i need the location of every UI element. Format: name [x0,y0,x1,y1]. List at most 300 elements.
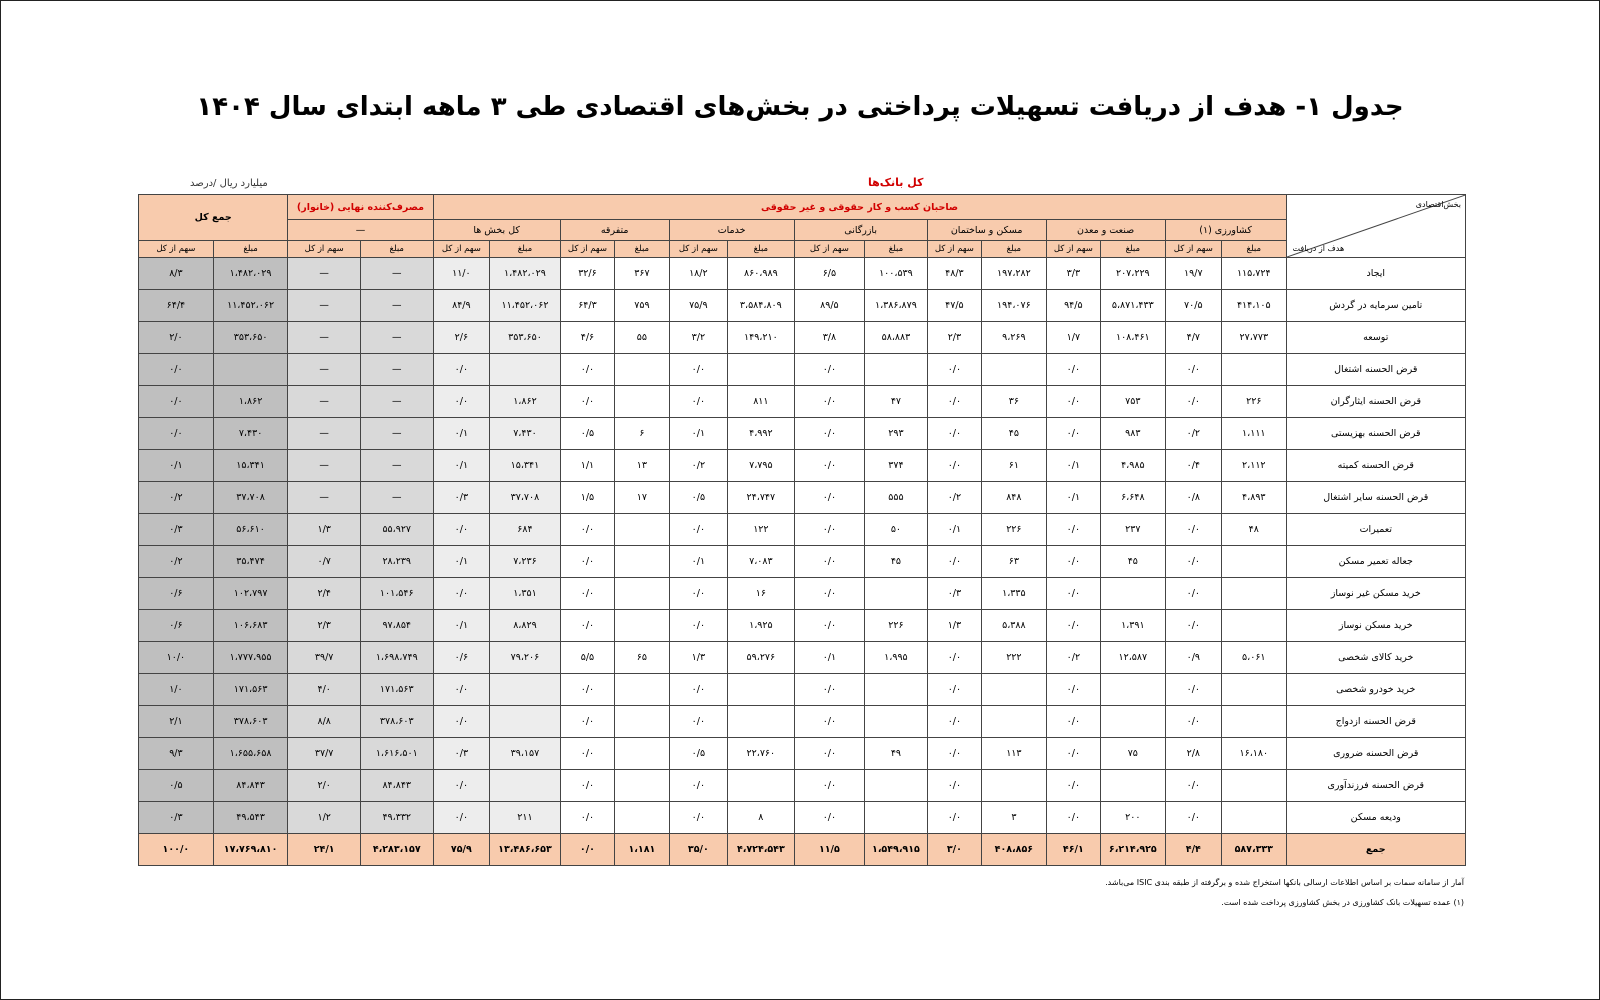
share-cell: — [288,482,361,514]
amount-cell: ۲۸،۲۳۹ [360,546,433,578]
amount-cell [1222,674,1287,706]
table-row [139,290,1466,322]
amount-cell: ۷۵ [1101,738,1166,770]
amount-cell: ۴۹ [865,738,928,770]
share-cell: ۰/۰ [794,738,865,770]
share-cell: ۰/۰ [1046,738,1100,770]
amount-cell: ۱۷۱،۵۶۳ [360,674,433,706]
share-cell: ۳۹/۷ [288,642,361,674]
share-cell: ۰/۰ [560,770,614,802]
share-cell: ۰/۵ [560,418,614,450]
share-cell: ۰/۰ [560,706,614,738]
share-cell: ۰/۰ [1046,610,1100,642]
amount-cell: — [360,258,433,290]
row-label: ایجاد [1286,258,1465,290]
share-cell: ۰/۰ [794,802,865,834]
amount-cell [490,674,561,706]
share-cell: ۰/۳ [433,738,490,770]
share-cell: ۰/۳ [139,514,214,546]
amount-cell [490,354,561,386]
amount-cell: ۳،۵۸۴،۸۰۹ [728,290,795,322]
amount-cell: ۳ [982,802,1047,834]
amount-cell [982,706,1047,738]
amount-cell: ۱،۹۹۵ [865,642,928,674]
header-sector: صنعت و معدن [1046,220,1165,241]
table-row [139,738,1466,770]
share-cell: ۰/۱ [433,418,490,450]
amount-cell: ۳۷۴ [865,450,928,482]
row-label: خرید خودرو شخصی [1286,674,1465,706]
share-cell: ۲/۳ [927,322,981,354]
amount-cell: — [360,482,433,514]
share-cell: ۰/۰ [433,706,490,738]
amount-cell: ۴،۹۹۲ [728,418,795,450]
share-cell: ۰/۰ [1046,546,1100,578]
amount-cell: ۴۰۸،۸۵۶ [982,834,1047,866]
amount-cell: ۱،۶۵۵،۶۵۸ [213,738,288,770]
amount-cell: ۳۵۳،۶۵۰ [213,322,288,354]
amount-cell: ۸۴،۸۴۳ [213,770,288,802]
amount-cell: ۱۳ [615,450,669,482]
amount-cell: ۳۹،۱۵۷ [490,738,561,770]
share-cell: ۰/۰ [560,674,614,706]
share-cell: ۰/۰ [560,738,614,770]
share-cell: ۰/۰ [669,802,727,834]
share-cell: ۰/۰ [1046,578,1100,610]
amount-cell: ۲۲،۷۶۰ [728,738,795,770]
share-cell: ۰/۰ [1165,674,1221,706]
amount-cell: ۱۲،۵۸۷ [1101,642,1166,674]
share-cell: ۰/۰ [794,514,865,546]
share-cell: ۱۸/۲ [669,258,727,290]
header-share: سهم از کل [794,241,865,258]
share-cell: ۱/۷ [1046,322,1100,354]
share-cell: — [288,322,361,354]
share-cell: ۰/۰ [560,578,614,610]
amount-cell [728,354,795,386]
amount-cell: ۱،۴۸۲،۰۲۹ [213,258,288,290]
share-cell: ۰/۶ [139,610,214,642]
share-cell: ۰/۰ [560,386,614,418]
amount-cell: — [360,450,433,482]
share-cell: ۰/۱ [1046,450,1100,482]
share-cell: ۱۹/۷ [1165,258,1221,290]
amount-cell: ۴۷ [865,386,928,418]
share-cell: ۰/۱ [433,450,490,482]
share-cell: ۱/۰ [139,674,214,706]
share-cell: ۰/۰ [139,354,214,386]
share-cell: ۰/۰ [669,354,727,386]
amount-cell: ۷،۰۸۳ [728,546,795,578]
header-grand-total: جمع کل [139,195,288,241]
row-label: توسعه [1286,322,1465,354]
share-cell: ۰/۰ [927,354,981,386]
share-cell: ۸/۳ [139,258,214,290]
share-cell: — [288,290,361,322]
amount-cell: ۱،۷۷۷،۹۵۵ [213,642,288,674]
amount-cell: ۱۰۲،۷۹۷ [213,578,288,610]
amount-cell: ۱،۳۵۱ [490,578,561,610]
share-cell: ۴۸/۳ [927,258,981,290]
amount-cell: ۴۸ [1222,514,1287,546]
share-cell: ۳/۰ [927,834,981,866]
share-cell: ۰/۸ [1165,482,1221,514]
amount-cell [865,706,928,738]
amount-cell: ۲۰۷،۲۲۹ [1101,258,1166,290]
amount-cell: ۴۱۴،۱۰۵ [1222,290,1287,322]
amount-cell: ۵۶،۶۱۰ [213,514,288,546]
share-cell: ۲۴/۱ [288,834,361,866]
share-cell: ۰/۰ [927,738,981,770]
amount-cell: ۹۸۳ [1101,418,1166,450]
share-cell: ۰/۰ [669,610,727,642]
share-cell: ۷۵/۹ [669,290,727,322]
share-cell: ۰/۰ [1165,514,1221,546]
share-cell: ۲/۰ [139,322,214,354]
unit-label: میلیارد ریال /درصد [190,178,268,189]
amount-cell: ۷۵۹ [615,290,669,322]
share-cell: ۲/۳ [288,610,361,642]
amount-cell: ۱۱۵،۷۲۴ [1222,258,1287,290]
header-share: سهم از کل [927,241,981,258]
table-row [139,258,1466,290]
amount-cell [865,578,928,610]
share-cell: ۰/۳ [927,578,981,610]
amount-cell: ۴۵ [982,418,1047,450]
header-sector: خدمات [669,220,794,241]
table-row [139,514,1466,546]
table-row [139,802,1466,834]
amount-cell [865,802,928,834]
share-cell: ۰/۱ [1046,482,1100,514]
amount-cell [865,354,928,386]
amount-cell [1101,770,1166,802]
share-cell: ۰/۷ [288,546,361,578]
amount-cell: ۱،۱۸۱ [615,834,669,866]
amount-cell: ۴،۹۸۵ [1101,450,1166,482]
amount-cell: ۳۷۸،۶۰۳ [360,706,433,738]
amount-cell: ۴۵ [1101,546,1166,578]
share-cell: ۹۴/۵ [1046,290,1100,322]
amount-cell: ۲۳۷ [1101,514,1166,546]
amount-cell: ۱،۸۶۲ [490,386,561,418]
share-cell: ۰/۰ [1165,706,1221,738]
amount-cell: ۱۰۰،۵۳۹ [865,258,928,290]
share-cell: ۱۰/۰ [139,642,214,674]
amount-cell: ۷،۴۳۰ [490,418,561,450]
share-cell: ۰/۰ [1046,514,1100,546]
header-amount: مبلغ [615,241,669,258]
share-cell: ۳۷/۷ [288,738,361,770]
amount-cell [615,738,669,770]
amount-cell: ۶،۲۱۴،۹۲۵ [1101,834,1166,866]
share-cell: ۰/۰ [1165,770,1221,802]
amount-cell [615,674,669,706]
share-cell: ۳/۳ [1046,258,1100,290]
amount-cell: ۷،۲۳۶ [490,546,561,578]
share-cell: ۱/۳ [927,610,981,642]
share-cell: ۰/۱ [433,546,490,578]
amount-cell: ۴۵ [865,546,928,578]
share-cell: ۱/۵ [560,482,614,514]
header-amount: مبلغ [1222,241,1287,258]
amount-cell: ۱،۹۲۵ [728,610,795,642]
amount-cell: ۱۴۹،۲۱۰ [728,322,795,354]
share-cell: ۰/۰ [794,546,865,578]
share-cell: ۰/۱ [794,642,865,674]
amount-cell: ۱۰۱،۵۴۶ [360,578,433,610]
share-cell: ۷۰/۵ [1165,290,1221,322]
row-label: قرض الحسنه بهزیستی [1286,418,1465,450]
amount-cell: ۵۹،۲۷۶ [728,642,795,674]
header-sector: کل بخش ها [433,220,560,241]
amount-cell [728,674,795,706]
amount-cell [982,770,1047,802]
amount-cell [490,770,561,802]
share-cell: ۰/۰ [433,770,490,802]
amount-cell: — [360,418,433,450]
share-cell: ۴۶/۱ [1046,834,1100,866]
table-row [139,322,1466,354]
share-cell: ۰/۳ [433,482,490,514]
table-row [139,546,1466,578]
amount-cell [615,514,669,546]
amount-cell [1222,354,1287,386]
amount-cell: ۵۰ [865,514,928,546]
header-share: سهم از کل [560,241,614,258]
share-cell: ۰/۰ [1046,418,1100,450]
amount-cell: ۱۷۱،۵۶۳ [213,674,288,706]
row-label: قرض الحسنه کمیته [1286,450,1465,482]
share-cell: ۰/۶ [139,578,214,610]
share-cell: ۸/۸ [288,706,361,738]
table-row [139,450,1466,482]
share-cell: ۰/۰ [794,354,865,386]
amount-cell: ۶۵ [615,642,669,674]
subheader-row [139,241,1466,258]
share-cell: ۰/۰ [1046,770,1100,802]
share-cell: ۰/۰ [1046,706,1100,738]
table-row [139,386,1466,418]
amount-cell [615,386,669,418]
amount-cell: ۳۵،۴۷۴ [213,546,288,578]
share-cell: ۲/۱ [139,706,214,738]
share-cell: ۰/۴ [1165,450,1221,482]
header-share: سهم از کل [669,241,727,258]
facilities-table [138,194,1466,866]
share-cell: ۰/۰ [433,578,490,610]
amount-cell: ۲۲۶ [1222,386,1287,418]
amount-cell: ۱،۶۹۸،۷۴۹ [360,642,433,674]
share-cell: ۰/۰ [1046,674,1100,706]
share-cell: ۴۷/۵ [927,290,981,322]
amount-cell [615,802,669,834]
header-share: سهم از کل [139,241,214,258]
total-row [139,834,1466,866]
share-cell: — [288,386,361,418]
amount-cell: ۱۹۴،۰۷۶ [982,290,1047,322]
share-cell: ۴/۰ [288,674,361,706]
share-cell: — [288,450,361,482]
amount-cell [1222,610,1287,642]
share-cell: ۰/۰ [794,450,865,482]
share-cell: ۰/۰ [139,418,214,450]
share-cell: ۰/۰ [794,578,865,610]
share-cell: ۰/۰ [1165,386,1221,418]
header-sector: بازرگانی [794,220,927,241]
amount-cell: — [360,354,433,386]
amount-cell: ۱۰۶،۶۸۳ [213,610,288,642]
amount-cell [865,770,928,802]
row-label: تامین سرمایه در گردش [1286,290,1465,322]
amount-cell: ۵۵ [615,322,669,354]
share-cell: ۰/۱ [927,514,981,546]
amount-cell: ۹،۲۶۹ [982,322,1047,354]
amount-cell [1101,674,1166,706]
amount-cell: ۴،۷۲۴،۵۴۳ [728,834,795,866]
amount-cell: ۶۸۴ [490,514,561,546]
amount-cell [865,674,928,706]
header-share: سهم از کل [1046,241,1100,258]
share-cell: ۰/۰ [560,610,614,642]
share-cell: ۰/۰ [927,674,981,706]
footnote-agriculture: (۱) عمده تسهیلات بانک کشاورزی در بخش کشاورزی پرداخت شده است. [1221,898,1464,907]
amount-cell [728,770,795,802]
amount-cell: ۲۹۳ [865,418,928,450]
share-cell: ۰/۰ [927,802,981,834]
share-cell: ۰/۰ [794,706,865,738]
share-cell: ۰/۰ [560,514,614,546]
share-cell: ۶۴/۳ [560,290,614,322]
share-cell: ۰/۰ [669,514,727,546]
share-cell: ۰/۰ [433,802,490,834]
share-cell: ۰/۰ [1165,610,1221,642]
amount-cell [615,770,669,802]
amount-cell [1101,354,1166,386]
share-cell: ۰/۱ [139,450,214,482]
share-cell: ۰/۰ [794,482,865,514]
share-cell: ۳۵/۰ [669,834,727,866]
amount-cell: ۱۶ [728,578,795,610]
amount-cell: ۹۷،۸۵۴ [360,610,433,642]
share-cell: ۲/۶ [433,322,490,354]
amount-cell: ۱۵،۳۴۱ [490,450,561,482]
share-cell: ۵/۵ [560,642,614,674]
amount-cell: ۴،۸۹۳ [1222,482,1287,514]
row-label: قرض الحسنه فرزندآوری [1286,770,1465,802]
header-amount: مبلغ [982,241,1047,258]
amount-cell: ۸۴،۸۴۳ [360,770,433,802]
header-share: سهم از کل [288,241,361,258]
amount-cell [213,354,288,386]
share-cell: ۰/۰ [669,706,727,738]
amount-cell: ۱،۳۳۵ [982,578,1047,610]
share-cell: ۱۱/۵ [794,834,865,866]
share-cell: ۰/۰ [794,610,865,642]
amount-cell: ۸۱۱ [728,386,795,418]
amount-cell: ۲۴،۷۴۷ [728,482,795,514]
share-cell: ۹/۳ [139,738,214,770]
share-cell: ۰/۵ [669,738,727,770]
amount-cell [1101,578,1166,610]
amount-cell: ۵،۸۷۱،۴۳۳ [1101,290,1166,322]
header-consumer-group: مصرف‌کننده نهایی (خانوار) [288,195,433,220]
amount-cell: ۶۳ [982,546,1047,578]
share-cell: ۰/۲ [139,546,214,578]
header-sector: کشاورزی (۱) [1165,220,1286,241]
share-cell: ۲/۴ [288,578,361,610]
share-cell: ۷۵/۹ [433,834,490,866]
share-cell: ۰/۲ [139,482,214,514]
amount-cell: ۱،۳۸۶،۸۷۹ [865,290,928,322]
share-cell: ۸۹/۵ [794,290,865,322]
amount-cell [982,674,1047,706]
share-cell: ۶۴/۴ [139,290,214,322]
share-cell: ۰/۰ [669,674,727,706]
amount-cell: ۲۲۲ [982,642,1047,674]
amount-cell [615,706,669,738]
header-sector: مسکن و ساختمان [927,220,1046,241]
share-cell: ۰/۰ [794,418,865,450]
amount-cell: ۱۳،۴۸۶،۶۵۳ [490,834,561,866]
amount-cell: ۶ [615,418,669,450]
amount-cell: ۲۱۱ [490,802,561,834]
row-label: قرض الحسنه ضروری [1286,738,1465,770]
amount-cell: ۱۱،۴۵۲،۰۶۲ [490,290,561,322]
share-cell: ۲/۸ [1165,738,1221,770]
header-corner-sector: بخش‌اقتصادی [1415,200,1461,209]
row-label: خرید مسکن غیر نوساز [1286,578,1465,610]
amount-cell: ۳۷،۷۰۸ [213,482,288,514]
row-label: قرض الحسنه اشتغال [1286,354,1465,386]
amount-cell [1222,706,1287,738]
share-cell: ۰/۰ [1046,354,1100,386]
share-cell: ۰/۰ [560,834,614,866]
share-cell: ۰/۰ [433,386,490,418]
table-row [139,578,1466,610]
share-cell: ۰/۰ [1046,386,1100,418]
share-cell: ۰/۰ [927,642,981,674]
share-cell: ۰/۰ [927,706,981,738]
header-amount: مبلغ [490,241,561,258]
share-cell: ۰/۱ [433,610,490,642]
amount-cell: ۵۸۷،۳۳۳ [1222,834,1287,866]
header-amount: مبلغ [213,241,288,258]
share-cell: ۱/۳ [669,642,727,674]
share-cell: ۳۲/۶ [560,258,614,290]
amount-cell [490,706,561,738]
amount-cell: ۴۹،۵۴۳ [213,802,288,834]
amount-cell [1222,802,1287,834]
amount-cell: ۶۱ [982,450,1047,482]
footnote-source: آمار از سامانه سمات بر اساس اطلاعات ارسالی بانکها استخراج شده و برگرفته از طبقه بندی ISIC می‌باشد. [1105,878,1464,887]
share-cell: ۰/۵ [139,770,214,802]
amount-cell: ۱۲۲ [728,514,795,546]
amount-cell: ۲،۱۱۲ [1222,450,1287,482]
row-label: قرض الحسنه ازدواج [1286,706,1465,738]
share-cell: ۱/۳ [288,514,361,546]
amount-cell [615,546,669,578]
amount-cell: ۲۰۰ [1101,802,1166,834]
amount-cell: ۱،۵۴۹،۹۱۵ [865,834,928,866]
amount-cell [1222,578,1287,610]
share-cell: ۰/۰ [560,354,614,386]
row-label: خرید مسکن نوساز [1286,610,1465,642]
share-cell: ۰/۰ [433,514,490,546]
share-cell: — [288,418,361,450]
amount-cell: ۵۵۵ [865,482,928,514]
share-cell: ۰/۰ [560,546,614,578]
